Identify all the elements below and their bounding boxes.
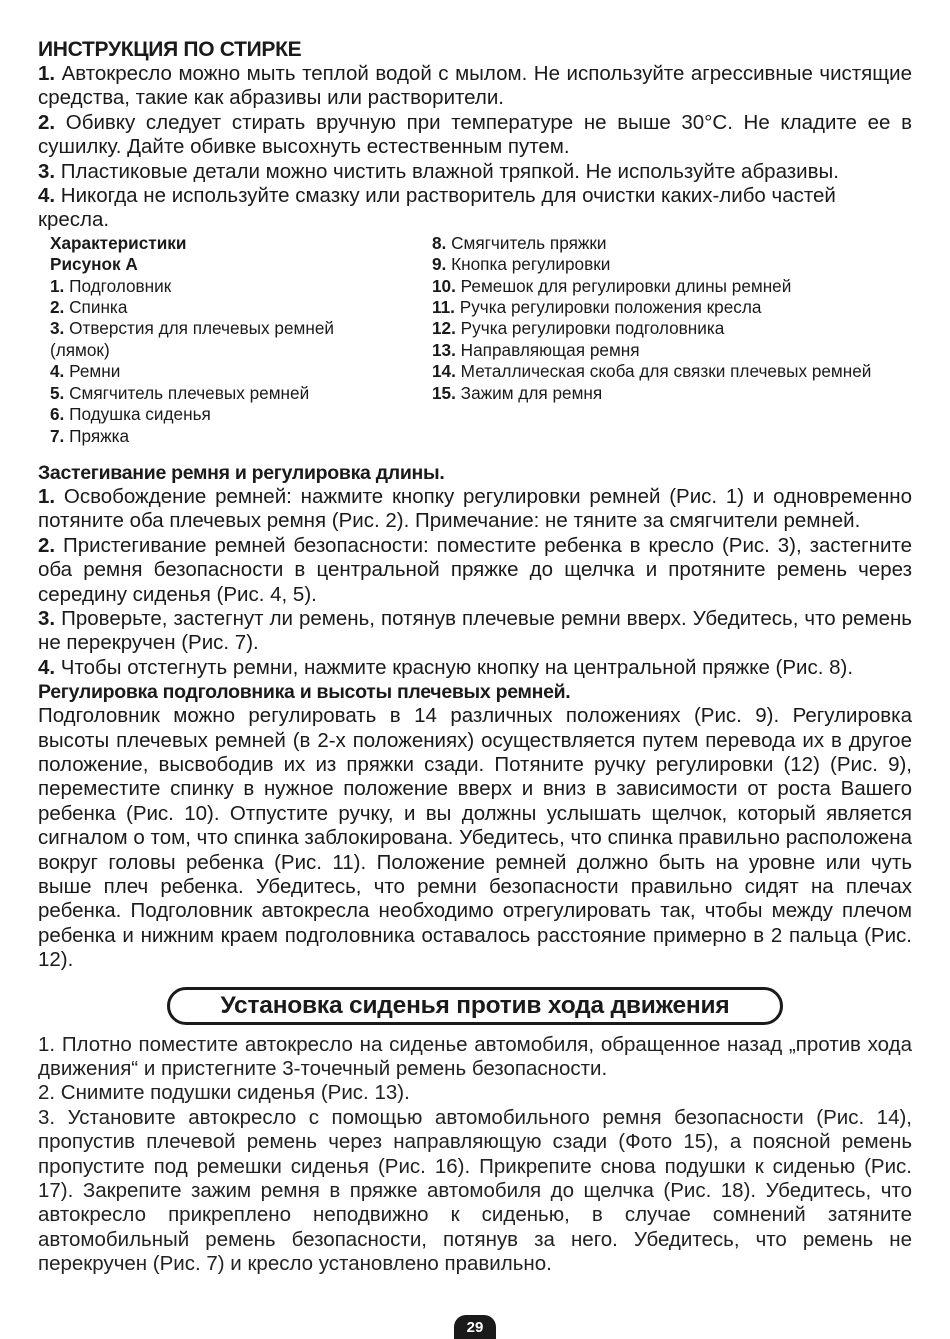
washing-title: ИНСТРУКЦИЯ ПО СТИРКЕ xyxy=(38,38,302,61)
washing-item-4: 4. Никогда не используйте смазку или растворитель для очистки каких-либо частей кресла. xyxy=(38,184,836,232)
spec-item: 14. Металлическая скоба для связки плечевых ремней xyxy=(432,361,872,382)
specs-figure-label: Рисунок А xyxy=(50,254,138,275)
fastening-item-3: 3. Проверьте, застегнут ли ремень, потянув плечевые ремни вверх. Убедитесь, что ремень не перекручен (Рис. 7). xyxy=(38,606,912,655)
specs-column-right xyxy=(432,233,902,447)
spec-item: 8. Смягчитель пряжки xyxy=(432,232,607,253)
spec-item: 11. Ручка регулировки положения кресла xyxy=(432,297,762,318)
specs-heading: Характеристики xyxy=(50,232,187,253)
spec-item: 4. Ремни xyxy=(50,361,121,382)
spec-item: 12. Ручка регулировки подголовника xyxy=(432,318,725,339)
page-number: 29 xyxy=(454,1315,496,1339)
washing-item-1: 1. Автокресло можно мыть теплой водой с мылом. Не используйте агрессивные чистящие средства, такие как абразивы или растворители. xyxy=(38,62,912,110)
spec-item: 1. Подголовник xyxy=(50,275,172,296)
fastening-item-4: 4. Чтобы отстегнуть ремни, нажмите красную кнопку на центральной пряжке (Рис. 8). xyxy=(38,655,854,679)
spec-item: 5. Смягчитель плечевых ремней xyxy=(50,382,310,403)
install-item-3: 3. Установите автокресло с помощью автомобильного ремня безопасности (Рис. 14), пропустив плечевой ремень через направляющую сзади (Фото 15), а поясной ремень пропустите под ремешки сиденья (Рис. 16). Прикрепите снова подушки к сиденью (Рис. 17). Закрепите зажим ремня в пряжке автомобиля до щелчка (Рис. 18). Убедитесь, что автокресло прикреплено неподвижно к сиденью, в случае сомнений затяните автомобильный ремень безопасности, потянув за него. Убедитесь, что ремень не перекручен (Рис. 7) и кресло установлено правильно. xyxy=(38,1105,912,1276)
specs-column-left xyxy=(38,233,390,447)
install-item-2: 2. Снимите подушки сиденья (Рис. 13). xyxy=(38,1081,410,1105)
spec-item: 13. Направляющая ремня xyxy=(432,339,640,360)
spec-item: 15. Зажим для ремня xyxy=(432,382,603,403)
install-item-1: 1. Плотно поместите автокресло на сиденье автомобиля, обращенное назад „против хода движения“ и пристегните 3-точечный ремень безопасности. xyxy=(38,1032,912,1081)
washing-item-3: 3. Пластиковые детали можно чистить влажной тряпкой. Не используйте абразивы. xyxy=(38,159,839,183)
headrest-text: Подголовник можно регулировать в 14 различных положениях (Рис. 9). Регулировка высоты плечевых ремней (в 2-х положениях) осуществляется путем перевода их в другое положение, высвободив их из пряжки сзади. Потяните ручку регулировки (12) (Рис. 9), переместите спинку в нужное положение вверх и вниз в зависимости от роста Вашего ребенка (Рис. 10). Отпустите ручку, и вы должны услышать щелчок, который является сигналом о том, что спинка заблокирована. Убедитесь, что спинка правильно расположена вокруг головы ребенка (Рис. 11). Положение ремней должно быть на уровне или чуть выше плеч ребенка. Убедитесь, что ремни безопасности правильно сидят на плечах ребенка. Подголовник автокресла необходимо отрегулировать так, чтобы между плечом ребенка и нижним краем подголовника оставалось расстояние примерно в 2 пальца (Рис. 12). xyxy=(38,704,912,972)
spec-item: 7. Пряжка xyxy=(50,425,130,446)
spec-item: 9. Кнопка регулировки xyxy=(432,254,611,275)
spec-item: 10. Ремешок для регулировки длины ремней xyxy=(432,275,792,296)
manual-page xyxy=(38,38,912,1277)
fastening-title: Застегивание ремня и регулировка длины. xyxy=(38,461,445,484)
install-banner: Установка сиденья против хода движения xyxy=(167,987,783,1025)
spec-item: 3. Отверстия для плечевых ремней (лямок) xyxy=(50,318,334,360)
fastening-item-1: 1. Освобождение ремней: нажмите кнопку регулировки ремней (Рис. 1) и одновременно потяните оба плечевых ремня (Рис. 2). Примечание: не тяните за смягчители ремней. xyxy=(38,484,912,533)
washing-item-2: 2. Обивку следует стирать вручную при температуре не выше 30°С. Не кладите ее в сушилку. Дайте обивке высохнуть естественным путем. xyxy=(38,110,912,159)
specs-list xyxy=(38,233,912,447)
fastening-item-2: 2. Пристегивание ремней безопасности: поместите ребенка в кресло (Рис. 3), застегните оба ремня безопасности в центральной пряжке до щелчка и протяните ремень через середину сиденья (Рис. 4, 5). xyxy=(38,533,912,606)
spec-item: 2. Спинка xyxy=(50,297,128,318)
spec-item: 6. Подушка сиденья xyxy=(50,404,211,425)
headrest-title: Регулировка подголовника и высоты плечевых ремней. xyxy=(38,681,571,704)
